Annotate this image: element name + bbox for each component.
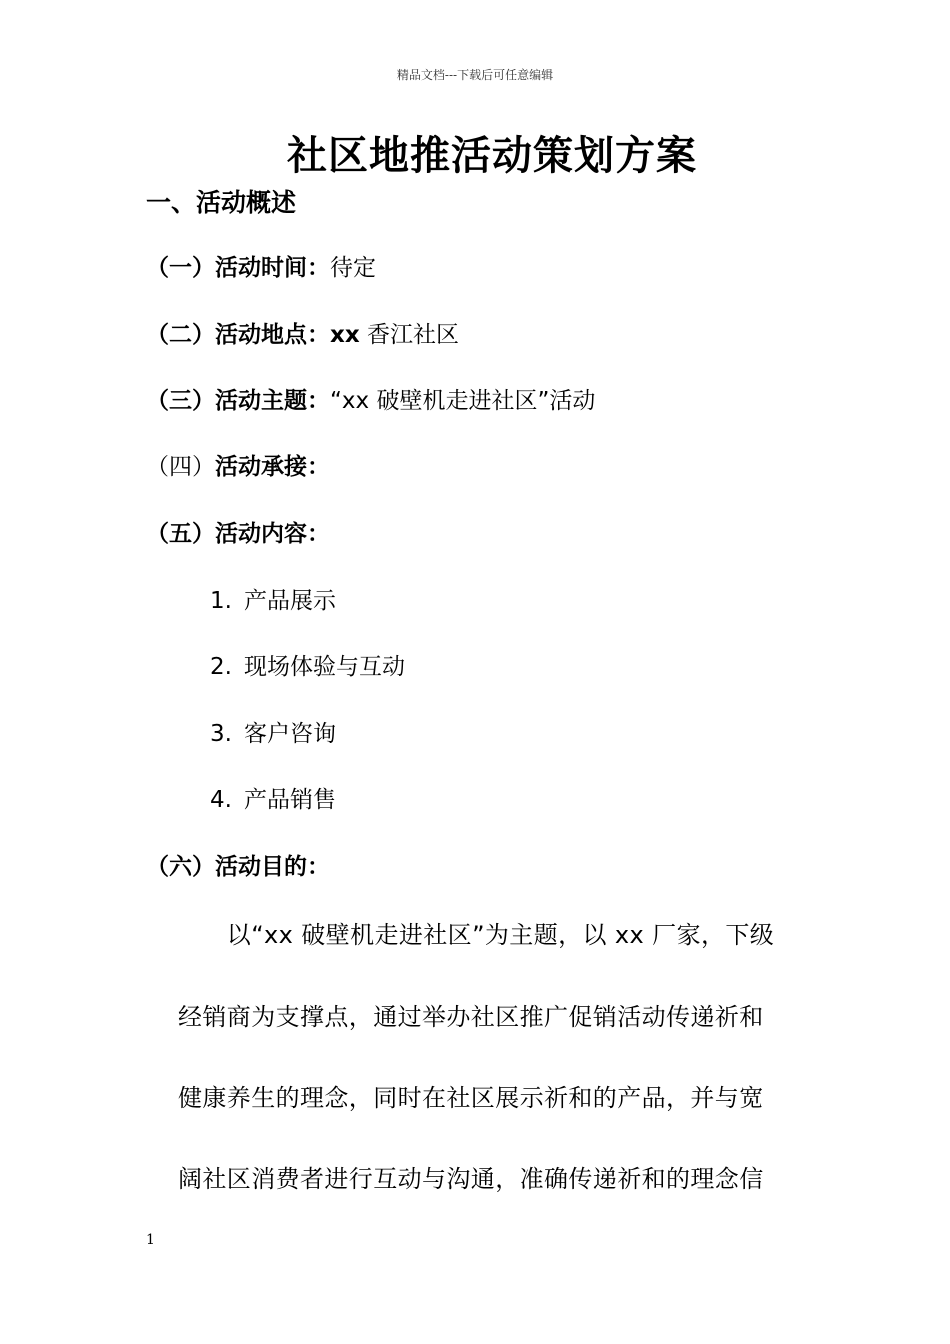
list-text: 产品销售 [244, 787, 336, 813]
item-label-paren: （四） [146, 454, 215, 480]
list-text: 客户咨询 [244, 721, 336, 747]
item-activity-location [146, 320, 459, 350]
page-number: 1 [146, 1232, 155, 1248]
list-number: 1. [210, 588, 232, 614]
item-activity-undertaker [146, 452, 330, 482]
item-label: （六）活动目的： [146, 854, 330, 880]
content-list-item [210, 785, 336, 815]
item-label: （五）活动内容： [146, 521, 330, 547]
item-label: 活动承接： [215, 454, 330, 480]
item-label: （一）活动时间： [146, 255, 330, 281]
list-text: 现场体验与互动 [244, 654, 405, 680]
purpose-paragraph-line: 阔社区消费者进行互动与沟通，准确传递祈和的理念信 [178, 1165, 764, 1193]
content-list-item [210, 719, 336, 749]
item-value: 香江社区 [359, 322, 459, 348]
content-list-item [210, 652, 405, 682]
list-number: 2. [210, 654, 232, 680]
purpose-paragraph-line: 经销商为支撑点，通过举办社区推广促销活动传递祈和 [178, 1003, 764, 1031]
list-number: 3. [210, 721, 232, 747]
item-activity-time [146, 253, 376, 283]
item-activity-theme [146, 386, 595, 416]
item-value: “xx 破壁机走进社区”活动 [330, 388, 596, 414]
content-list-item [210, 586, 336, 616]
section-heading-overview: 一、活动概述 [146, 188, 297, 217]
item-activity-purpose [146, 852, 330, 882]
list-text: 产品展示 [244, 588, 336, 614]
document-title: 社区地推活动策划方案 [287, 132, 697, 179]
header-note: 精品文档---下载后可任意编辑 [396, 68, 554, 82]
purpose-paragraph-line: 健康养生的理念，同时在社区展示祈和的产品，并与宽 [178, 1084, 764, 1112]
item-label: （三）活动主题： [146, 388, 330, 414]
purpose-paragraph-line: 以“xx 破壁机走进社区”为主题，以 xx 厂家，下级 [178, 921, 775, 949]
list-number: 4. [210, 787, 232, 813]
item-value: 待定 [330, 255, 376, 281]
item-value-bold: xx [330, 322, 360, 348]
item-label: （二）活动地点： [146, 322, 330, 348]
item-activity-content [146, 519, 330, 549]
